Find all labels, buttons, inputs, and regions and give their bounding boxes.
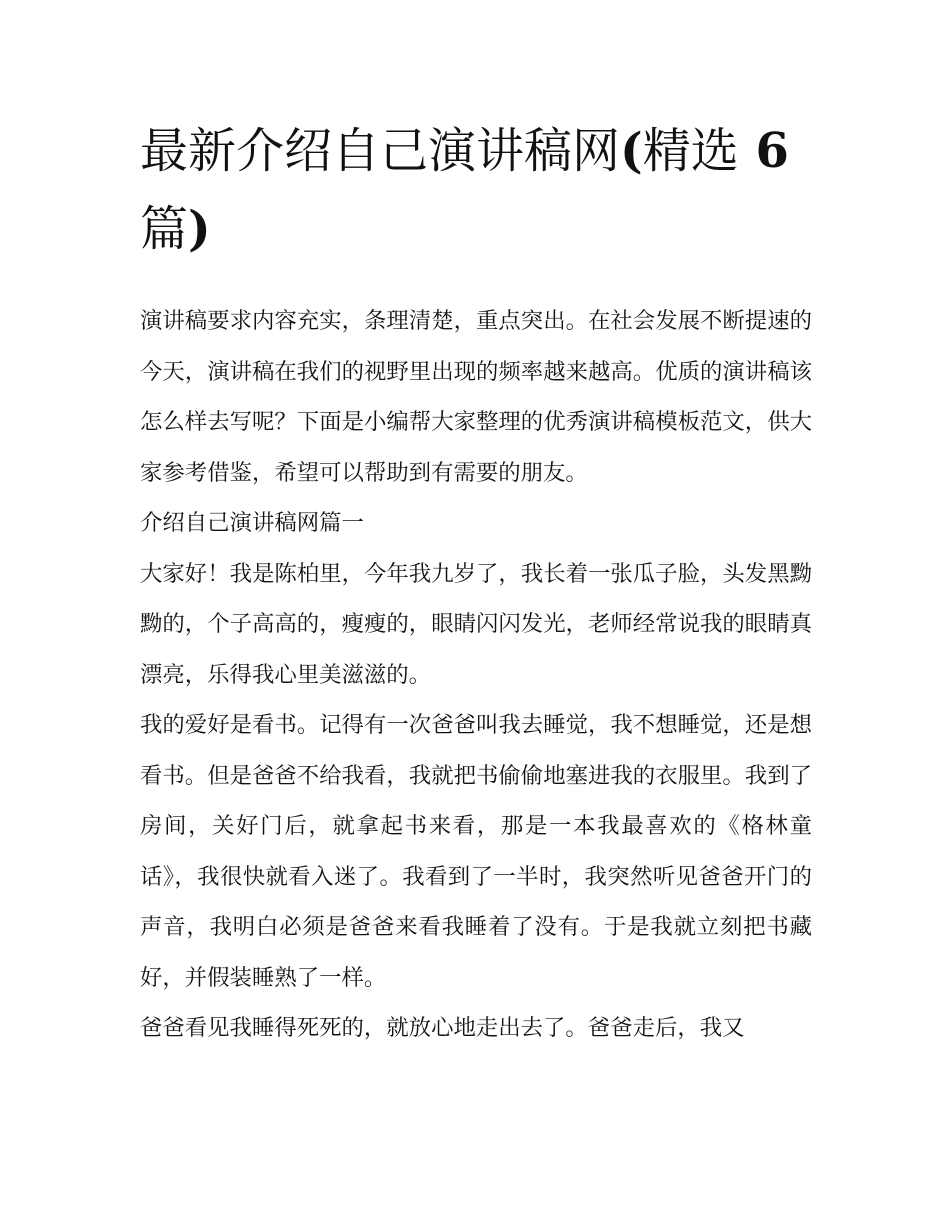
document-body — [140, 112, 812, 1054]
title-text-selected: 精选 — [642, 123, 739, 179]
section-heading: 介绍自己演讲稿网篇一 — [140, 510, 364, 536]
title-count: 6 — [738, 123, 789, 179]
intro-paragraph: 演讲稿要求内容充实，条理清楚，重点突出。在社会发展不断提速的今天，演讲稿在我们的视野里出现的频率越来越高。优质的演讲稿该怎么样去写呢？下面是小编帮大家整理的优秀演讲稿模板范文，供大家参考借鉴，希望可以帮助到有需要的朋友。 — [140, 308, 812, 486]
document-title — [140, 112, 812, 268]
title-paren-open: ( — [620, 123, 643, 179]
title-text-main: 最新介绍自己演讲稿网 — [140, 123, 621, 179]
title-text-pian: 篇 — [140, 201, 189, 257]
body-paragraph: 大家好！我是陈柏里，今年我九岁了，我长着一张瓜子脸，头发黑黝黝的，个子高高的，瘦瘦的，眼睛闪闪发光，老师经常说我的眼睛真漂亮，乐得我心里美滋滋的。 — [140, 560, 812, 688]
title-paren-close: ) — [188, 201, 211, 257]
body-paragraph: 我的爱好是看书。记得有一次爸爸叫我去睡觉，我不想睡觉，还是想看书。但是爸爸不给我看，我就把书偷偷地塞进我的衣服里。我到了房间，关好门后，就拿起书来看，那是一本我最喜欢的《格林童话》，我很快就看入迷了。我看到了一半时，我突然听见爸爸开门的声音，我明白必须是爸爸来看我睡着了没有。于是我就立刻把书藏好，并假装睡熟了一样。 — [140, 712, 812, 991]
body-paragraph: 爸爸看见我睡得死死的，就放心地走出去了。爸爸走后，我又 — [140, 1015, 745, 1041]
